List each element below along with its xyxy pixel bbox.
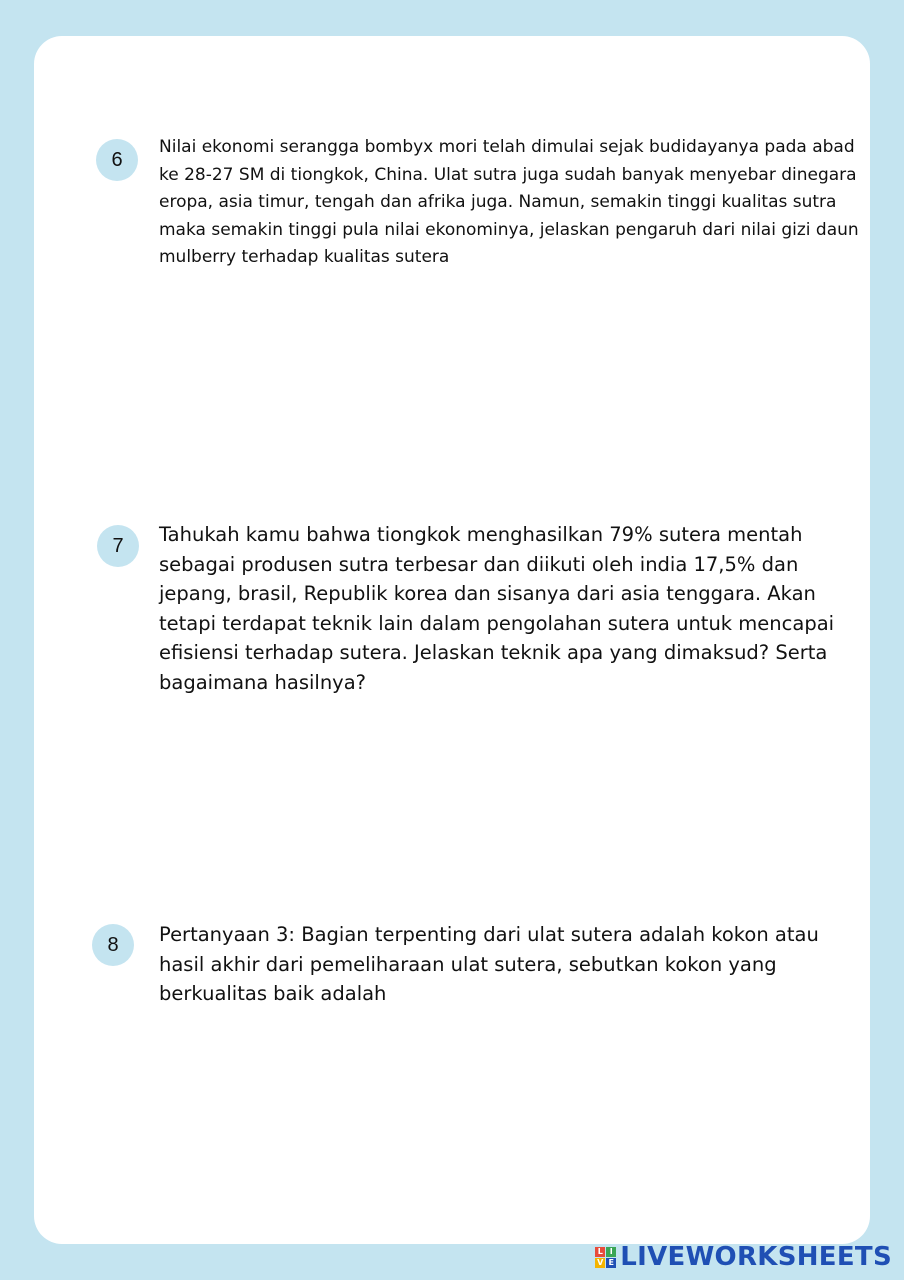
question-text: Tahukah kamu bahwa tiongkok menghasilkan 79% sutera mentah sebagai produsen sutra terbesar dan diikuti oleh india 17,5% dan jepang, brasil, Republik korea dan sisanya dari asia tenggara. Akan tetapi terdapat teknik lain dalam pengolahan sutera untuk mencapai efisiensi terhadap sutera. Jelaskan teknik apa yang dimaksud? Serta bagaimana hasilnya? [159, 523, 835, 694]
logo-letter-v: V [597, 1257, 604, 1267]
question-text: Pertanyaan 3: Bagian terpenting dari ulat sutera adalah kokon atau hasil akhir dari pemeliharaan ulat sutera, sebutkan kokon yang berkualitas baik adalah [159, 923, 819, 1005]
question-number-badge: 8 [92, 924, 134, 966]
question-number-badge: 6 [96, 139, 138, 181]
liveworksheets-logo-icon [595, 1247, 616, 1268]
brand-name: LIVEWORKSHEETS [620, 1242, 892, 1272]
worksheet-card [34, 36, 870, 1244]
liveworksheets-brand[interactable] [595, 1242, 892, 1272]
question-text: Nilai ekonomi serangga bombyx mori telah dimulai sejak budidayanya pada abad ke 28-27 SM di tiongkok, China. Ulat sutra juga sudah banyak menyebar dinegara eropa, asia timur, tengah dan afrika juga. Namun, semakin tinggi kualitas sutra maka semakin tinggi pula nilai ekonominya, jelaskan pengaruh dari nilai gizi daun mulberry terhadap kualitas sutera [159, 137, 859, 267]
logo-letter-e: E [606, 1258, 616, 1268]
logo-letter-i: I [606, 1247, 616, 1257]
question-number-badge: 7 [97, 525, 139, 567]
logo-letter-l: L [595, 1247, 605, 1257]
